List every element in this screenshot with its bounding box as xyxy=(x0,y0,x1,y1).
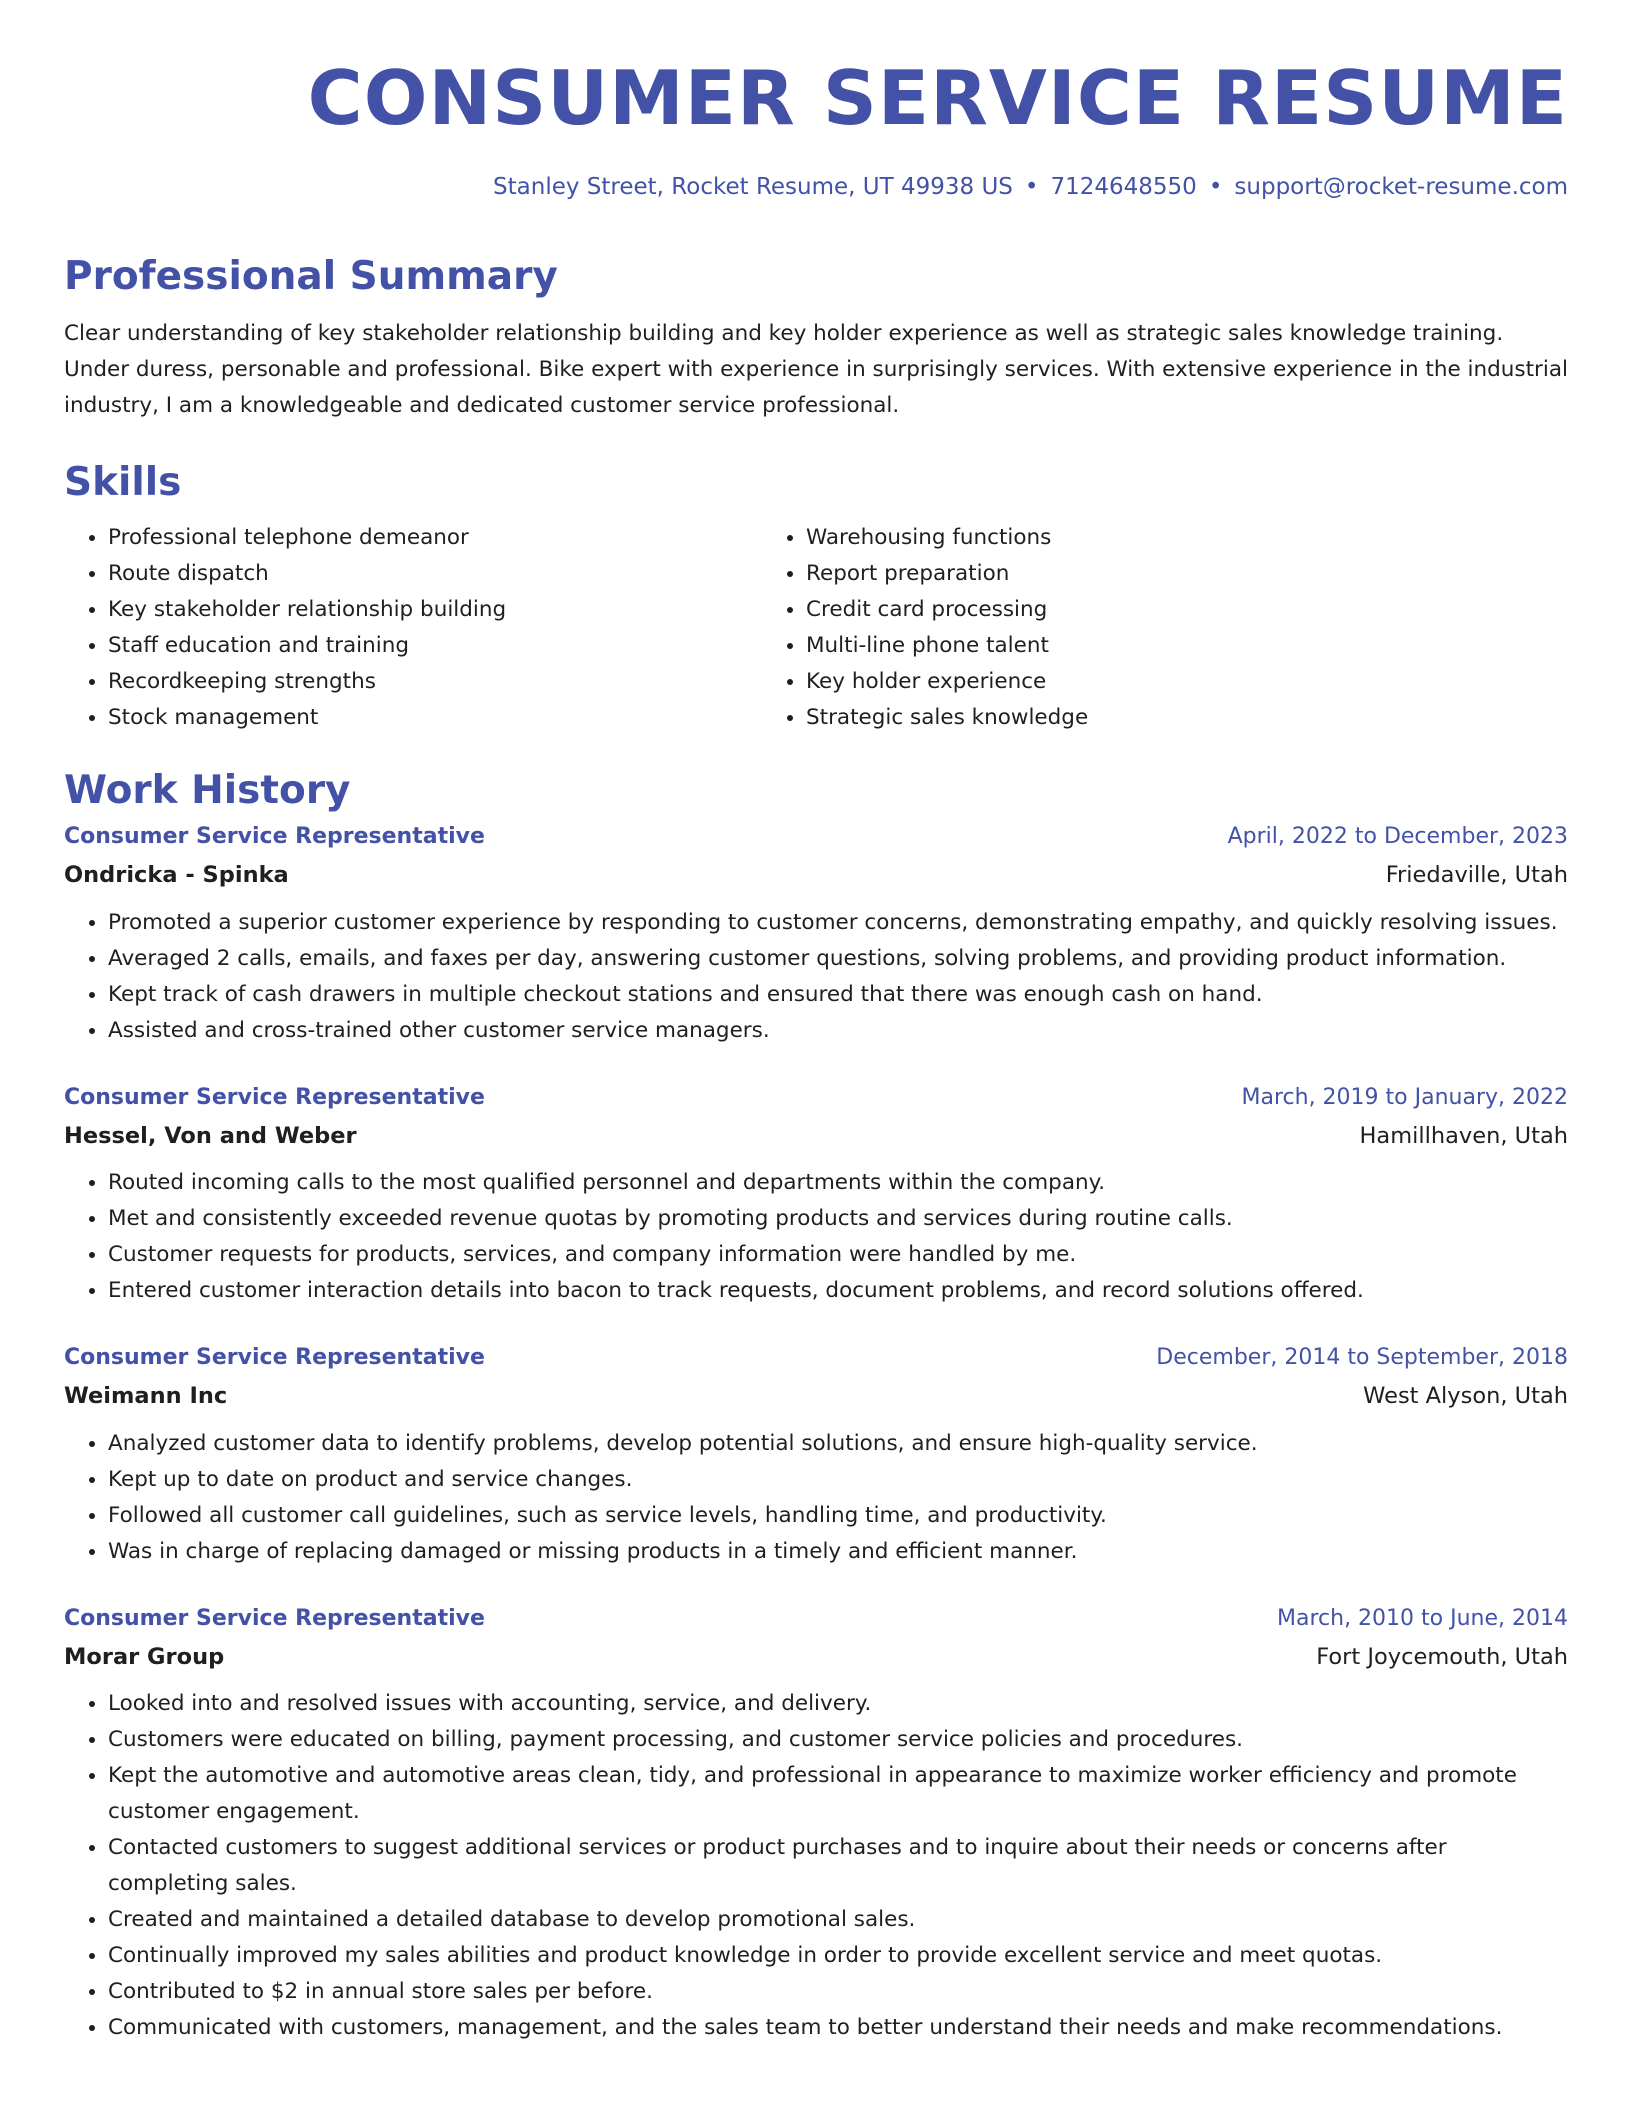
job-location: West Alyson, Utah xyxy=(1363,1383,1568,1409)
job-bullets xyxy=(64,905,1568,1049)
skills-column-left xyxy=(64,520,762,736)
job-header xyxy=(64,1347,1568,1369)
job-entry xyxy=(64,1084,1568,1310)
contact-phone: 7124648550 xyxy=(1050,174,1197,200)
skills-heading: Skills xyxy=(64,460,182,505)
skill-item: • Route dispatch xyxy=(108,556,762,592)
skills-list xyxy=(64,520,1568,736)
job-title: Consumer Service Representative xyxy=(64,1345,485,1370)
job-company-row xyxy=(64,1385,1568,1408)
job-company: Hessel, Von and Weber xyxy=(64,1122,357,1149)
skill-item: • Multi-line phone talent xyxy=(806,628,1568,664)
job-company: Weimann Inc xyxy=(64,1383,228,1409)
job-bullet: • Met and consistently exceeded revenue quotas by promoting products and services during routine calls. xyxy=(108,1201,1568,1237)
skill-item: • Stock management xyxy=(108,700,762,736)
job-bullets xyxy=(64,1686,1568,2046)
skill-item: • Professional telephone demeanor xyxy=(108,520,762,556)
job-dates: December, 2014 to September, 2018 xyxy=(1156,1345,1568,1370)
skill-item: • Report preparation xyxy=(806,556,1568,592)
job-location: Fort Joycemouth, Utah xyxy=(1316,1643,1568,1670)
resume-title: CONSUMER SERVICE RESUME xyxy=(307,54,1568,142)
job-bullet: • Customer requests for products, services, and company information were handled by me. xyxy=(108,1237,1568,1273)
job-bullet: • Entered customer interaction details into bacon to track requests, document problems, and record solutions offered. xyxy=(108,1273,1568,1309)
skill-item: • Key stakeholder relationship building xyxy=(108,592,762,628)
job-header xyxy=(64,826,1568,848)
job-bullet: • Communicated with customers, management, and the sales team to better understand their needs and make recommendations. xyxy=(108,2010,1568,2046)
skill-item: • Recordkeeping strengths xyxy=(108,664,762,700)
job-entry xyxy=(64,826,1568,1049)
job-location: Hamillhaven, Utah xyxy=(1359,1122,1568,1149)
job-bullet: • Contributed to $2 in annual store sales per before. xyxy=(108,1974,1568,2010)
job-bullet: • Kept the automotive and automotive areas clean, tidy, and professional in appearance to maximize worker efficiency and promote customer engagement. xyxy=(108,1758,1568,1830)
skill-item: • Credit card processing xyxy=(806,592,1568,628)
summary-text: Clear understanding of key stakeholder relationship building and key holder experience as well as strategic sales knowledge training. Under duress, personable and professional. Bike expert with experience in surprisingly services. With extensive experience in the industrial industry, I am a knowledgeable and dedicated customer service professional. xyxy=(64,321,1569,418)
job-bullet: • Was in charge of replacing damaged or missing products in a timely and efficient manner. xyxy=(108,1534,1568,1570)
job-company: Morar Group xyxy=(64,1643,225,1670)
job-company-row xyxy=(64,864,1568,887)
job-bullet: • Created and maintained a detailed database to develop promotional sales. xyxy=(108,1902,1568,1938)
job-bullet: • Analyzed customer data to identify problems, develop potential solutions, and ensure high-quality service. xyxy=(108,1426,1568,1462)
job-company: Ondricka - Spinka xyxy=(64,862,289,888)
contact-separator: • xyxy=(1024,174,1039,200)
skill-item: • Strategic sales knowledge xyxy=(806,700,1568,736)
contact-address: Stanley Street, Rocket Resume, UT 49938 US xyxy=(493,174,1013,200)
job-title: Consumer Service Representative xyxy=(64,1084,485,1110)
job-dates: March, 2019 to January, 2022 xyxy=(1241,1084,1568,1110)
job-bullet: • Continually improved my sales abilities and product knowledge in order to provide excellent service and meet quotas. xyxy=(108,1938,1568,1974)
job-bullet: • Followed all customer call guidelines, such as service levels, handling time, and productivity. xyxy=(108,1498,1568,1534)
job-entry xyxy=(64,1605,1568,2047)
job-bullet: • Kept track of cash drawers in multiple checkout stations and ensured that there was enough cash on hand. xyxy=(108,977,1568,1013)
job-header xyxy=(64,1084,1568,1110)
skills-column-right xyxy=(762,520,1568,736)
job-entry xyxy=(64,1347,1568,1570)
skill-item: • Staff education and training xyxy=(108,628,762,664)
job-bullet: • Promoted a superior customer experience by responding to customer concerns, demonstrating empathy, and quickly resolving issues. xyxy=(108,905,1568,941)
job-bullet: • Averaged 2 calls, emails, and faxes per day, answering customer questions, solving problems, and providing product information. xyxy=(108,941,1568,977)
job-bullet: • Kept up to date on product and service changes. xyxy=(108,1462,1568,1498)
job-header xyxy=(64,1605,1568,1631)
job-bullet: • Customers were educated on billing, payment processing, and customer service policies and procedures. xyxy=(108,1722,1568,1758)
skill-item: • Key holder experience xyxy=(806,664,1568,700)
job-dates: March, 2010 to June, 2014 xyxy=(1277,1605,1568,1631)
job-company-row xyxy=(64,1122,1568,1149)
job-bullet: • Contacted customers to suggest additional services or product purchases and to inquire about their needs or concerns after completing sales. xyxy=(108,1830,1568,1902)
summary-heading: Professional Summary xyxy=(64,254,558,299)
job-title: Consumer Service Representative xyxy=(64,1605,485,1631)
contact-line xyxy=(64,176,1568,199)
job-company-row xyxy=(64,1643,1568,1670)
job-bullets xyxy=(64,1426,1568,1570)
job-bullet: • Looked into and resolved issues with accounting, service, and delivery. xyxy=(108,1686,1568,1722)
job-location: Friedaville, Utah xyxy=(1385,862,1568,888)
job-bullet: • Assisted and cross-trained other customer service managers. xyxy=(108,1013,1568,1049)
job-bullets xyxy=(64,1165,1568,1309)
job-dates: April, 2022 to December, 2023 xyxy=(1227,824,1568,849)
resume-page xyxy=(64,0,1568,2046)
contact-separator: • xyxy=(1208,174,1223,200)
job-title: Consumer Service Representative xyxy=(64,824,485,849)
skill-item: • Warehousing functions xyxy=(806,520,1568,556)
contact-email: support@rocket-resume.com xyxy=(1234,174,1568,200)
job-bullet: • Routed incoming calls to the most qualified personnel and departments within the company. xyxy=(108,1165,1568,1201)
work-history-heading: Work History xyxy=(64,768,351,813)
